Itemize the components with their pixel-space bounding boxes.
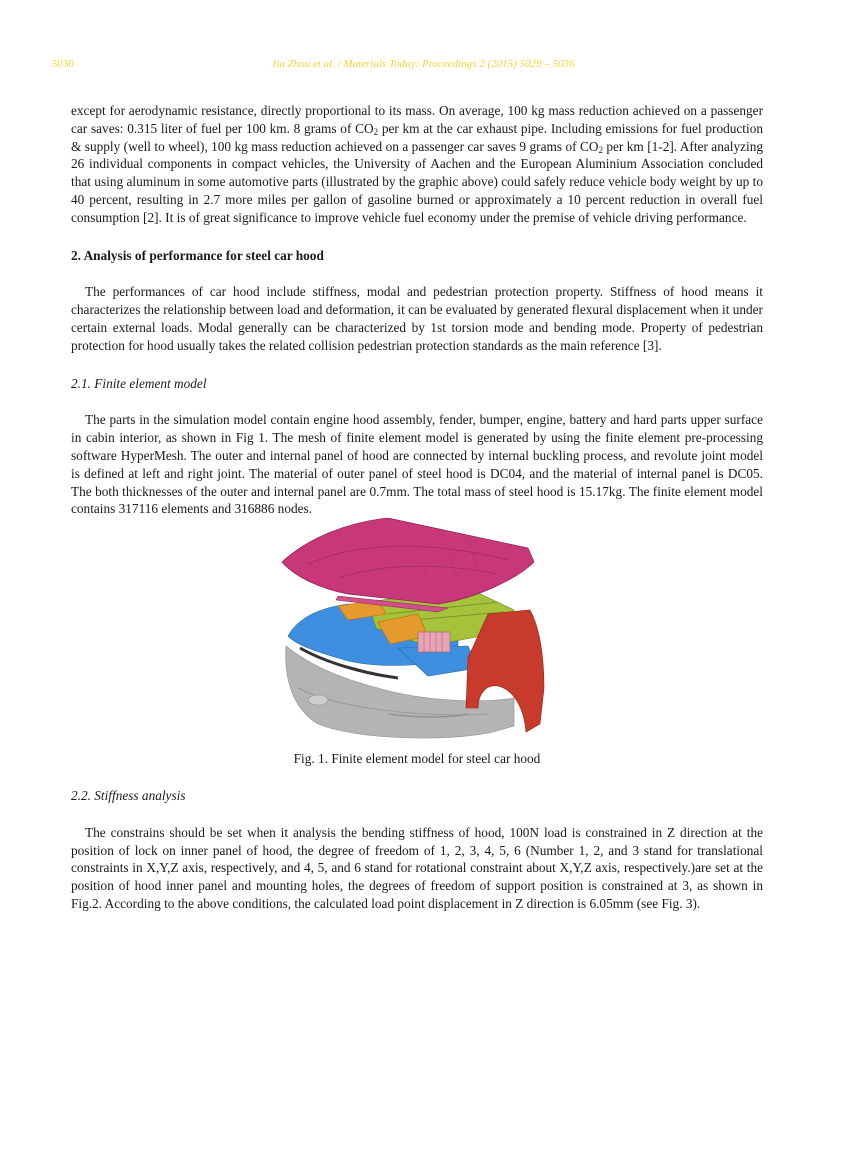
section-2-1-heading: 2.1. Finite element model <box>71 375 207 391</box>
intro-text-c: per km [1-2]. After analyzing 26 individual components in compact vehicles, the University of Aachen and the European Aluminium Association concluded that using aluminum in some automotive parts (illustrated by the graphic above) could safely reduce vehicle body weight by up to 40 percent, resulting in 2.7 more miles per gallon of gasoline burned or approximately a 10 percent reduction in overall fuel consumption [2]. It is of great significance to improve vehicle fuel economy under the premise of vehicle driving performance. <box>71 138 763 225</box>
section-2-1-paragraph: The parts in the simulation model contain engine hood assembly, fender, bumper, engine, battery and hard parts upper surface in cabin interior, as shown in Fig 1. The mesh of finite element model is generated by using the finite element pre-processing software HyperMesh. The outer and internal panel of hood are connected by internal buckling process, and revolute joint model is defined at left and right joint. The material of outer panel of steel hood is DC04, and the material of internal panel is DC05. The both thicknesses of the outer and internal panel are 0.7mm. The total mass of steel hood is 15.17kg. The finite element model contains 317116 elements and 316886 nodes. <box>71 412 763 517</box>
intro-paragraph <box>71 102 763 227</box>
figure-1-caption: Fig. 1. Finite element model for steel car hood <box>293 751 541 767</box>
hood-part <box>282 518 534 604</box>
intro-text-b: per km at the car exhaust pipe. Including emissions for fuel production & supply (well to wheel), 100 kg mass reduction achieved on a passenger car saves 9 grams of CO <box>71 120 763 154</box>
section-2-2-paragraph: The constrains should be set when it analysis the bending stiffness of hood, 100N load is constrained in Z direction at the position of lock on inner panel of hood, the degree of freedom of 1, 2, 3, 4, 5, 6 (Number 1, 2, and 3 stand for translational constraints in X,Y,Z axis, respectively, and 4, 5, and 6 stand for rotational constraint about X,Y,Z axis, respectively.)are set at the position of hood inner panel and mounting holes, the degrees of freedom of support position is constrained at 3, as shown in Fig.2. According to the above conditions, the calculated load point displacement in Z direction is 6.05mm (see Fig. 3). <box>71 824 763 911</box>
section-2-2-heading: 2.2. Stiffness analysis <box>71 787 186 803</box>
battery-part <box>418 632 450 652</box>
car-hood-fe-model-illustration <box>278 518 548 746</box>
co2-subscript: 2 <box>373 126 379 137</box>
section-2-paragraph: The performances of car hood include stiffness, modal and pedestrian protection property. Stiffness of hood means it characterizes the relationship between load and deformation, it can be evaluated by generated flexural displacement when it under certain external loads. Modal generally can be characterized by 1st torsion mode and bending mode. Property of pedestrian protection for hood usually takes the related collision pedestrian protection standards as the main reference [3]. <box>71 284 763 353</box>
co2-subscript: 2 <box>598 144 603 155</box>
running-header-citation: Jia Zhou et al. / Materials Today: Proceedings 2 (2015) 5029 – 5036 <box>271 58 575 70</box>
article-body <box>71 102 763 913</box>
page-number: 5030 <box>52 58 74 70</box>
section-2-heading: 2. Analysis of performance for steel car hood <box>71 247 324 263</box>
intro-text-a: except for aerodynamic resistance, directly proportional to its mass. On average, 100 kg mass reduction achieved on a passenger car saves: 0.315 liter of fuel per 100 km. 8 grams of CO <box>71 103 763 136</box>
figure-1 <box>71 518 763 746</box>
